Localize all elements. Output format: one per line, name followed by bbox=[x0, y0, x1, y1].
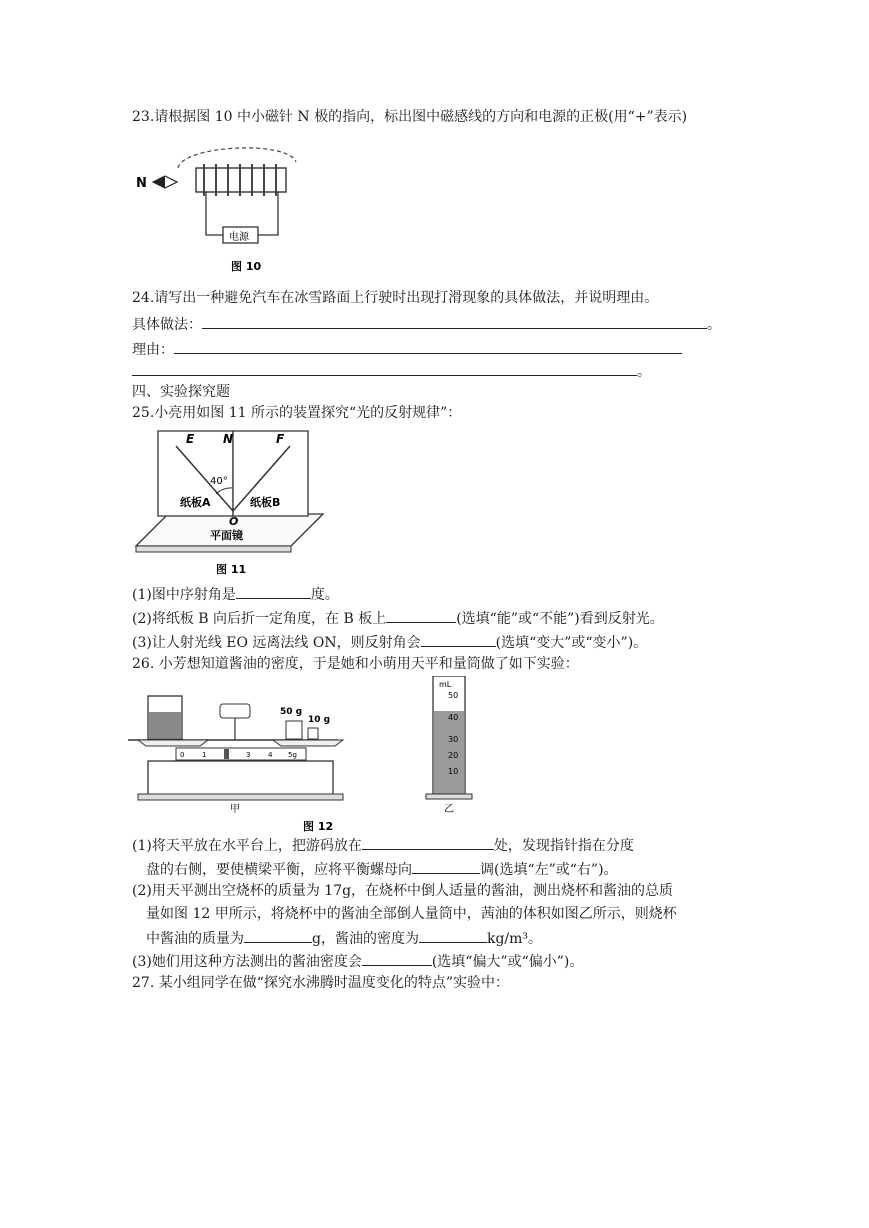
weight-10g-label: 10 g bbox=[308, 715, 331, 725]
q23-text: 23.请根据图 10 中小磁针 N 极的指向，标出图中磁感线的方向和电源的正极(用“+”表示) bbox=[132, 109, 688, 125]
figure-10-caption: 图 10 bbox=[231, 260, 262, 273]
label-o: O bbox=[229, 515, 239, 528]
field-line-dashed bbox=[178, 148, 296, 168]
q26-p1-answer-blank-1[interactable] bbox=[362, 835, 494, 850]
q24-method-end: 。 bbox=[707, 317, 721, 333]
q26-part-2-line-1: (2)用天平测出空烧杯的质量为 17g，在烧杯中倒人适量的酱油，测出烧杯和酱油的总质 bbox=[132, 883, 674, 899]
q26-p3-answer-blank[interactable] bbox=[362, 951, 432, 966]
pointer-dial bbox=[220, 704, 250, 718]
q25-p3-answer-blank[interactable] bbox=[421, 632, 496, 647]
q26-part-3 bbox=[132, 951, 583, 971]
q26-part-2-line-2: 量如图 12 甲所示，将烧杯中的酱油全部倒人量筒中，茜油的体积如图乙所示，则烧杯 bbox=[146, 906, 677, 922]
left-pan bbox=[138, 740, 208, 746]
compass-needle-n-pole bbox=[153, 176, 165, 188]
q24-reason-answer-blank-1[interactable] bbox=[174, 339, 682, 354]
q25-part-3 bbox=[132, 632, 647, 652]
q26-p2-answer-blank-1[interactable] bbox=[244, 928, 312, 943]
cylinder-unit: mL bbox=[439, 680, 452, 689]
q26-p2-text-d: g，酱油的密度为 bbox=[312, 931, 419, 947]
weight-10g bbox=[308, 728, 318, 739]
figure-12-caption: 图 12 bbox=[303, 820, 334, 833]
label-board-a: 纸板A bbox=[180, 496, 211, 509]
q25-part-1 bbox=[132, 584, 339, 604]
cylinder-base bbox=[426, 794, 472, 799]
weight-50g bbox=[286, 721, 302, 739]
q26-part-1-line-1 bbox=[132, 835, 634, 855]
q24-reason-line bbox=[132, 339, 682, 359]
scale-tick-4: 4 bbox=[268, 751, 273, 759]
coil-windings bbox=[204, 164, 276, 196]
q24-method-answer-blank[interactable] bbox=[202, 314, 707, 329]
q25-p1-text-a: (1)图中序射角是 bbox=[132, 587, 236, 603]
label-e: E bbox=[186, 432, 195, 446]
label-f: F bbox=[276, 432, 285, 446]
q25-text: 25.小亮用如图 11 所示的装置探究“光的反射规律”： bbox=[132, 405, 462, 421]
q24-method-line bbox=[132, 314, 721, 334]
cylinder-tick-30: 30 bbox=[448, 735, 459, 744]
q25-p2-answer-blank[interactable] bbox=[386, 608, 456, 623]
cylinder-tick-50: 50 bbox=[448, 691, 459, 700]
solenoid-core bbox=[196, 168, 286, 192]
q26-p2-text-c: 中酱油的质量为 bbox=[146, 931, 244, 947]
cylinder-tick-10: 10 bbox=[448, 767, 459, 776]
q24-reason-end: 。 bbox=[637, 364, 651, 380]
q26-p1-answer-blank-2[interactable] bbox=[412, 859, 480, 874]
q26-p1-text-c: 盘的右侧，要使横梁平衡，应将平衡螺母向 bbox=[146, 862, 412, 878]
q26-part-1-line-2 bbox=[146, 859, 618, 879]
q25-p3-text-b: (选填“变大”或“变小”)。 bbox=[495, 635, 648, 651]
q26-p1-text-b: 处，发现指针指在分度 bbox=[493, 838, 634, 854]
scale-tick-0: 0 bbox=[180, 751, 185, 759]
label-board-b: 纸板B bbox=[250, 496, 281, 509]
figure-10 bbox=[128, 140, 328, 278]
scale-tick-5: 5g bbox=[288, 751, 297, 759]
q24-reason-label: 理由： bbox=[132, 342, 174, 358]
balance-foot bbox=[138, 794, 343, 800]
q26-p1-text-a: (1)将天平放在水平台上，把游码放在 bbox=[132, 838, 362, 854]
weight-50g-label: 50 g bbox=[280, 707, 303, 717]
needle-n-label: N bbox=[136, 176, 147, 191]
cylinder-tick-40: 40 bbox=[448, 713, 459, 722]
label-angle: 40° bbox=[210, 476, 228, 487]
balance-base bbox=[148, 761, 333, 796]
figure-11 bbox=[128, 426, 330, 581]
q26-part-2-line-3 bbox=[146, 928, 542, 948]
section-4-title: 四、实验探究题 bbox=[132, 384, 230, 400]
q26-p3-text-a: (3)她们用这种方法测出的酱油密度会 bbox=[132, 954, 362, 970]
q25-p1-text-b: 度。 bbox=[310, 587, 339, 603]
power-supply-label: 电源 bbox=[229, 232, 249, 243]
mirror-edge bbox=[136, 546, 291, 552]
label-jia: 甲 bbox=[230, 804, 240, 815]
q26-p2-text-e: kg/m³。 bbox=[486, 931, 543, 947]
cylinder-tick-20: 20 bbox=[448, 751, 459, 760]
q24-reason-line-2 bbox=[132, 361, 651, 381]
q24-method-label: 具体做法： bbox=[132, 317, 202, 333]
q26-p1-text-d: 调(选填“左”或“右”)。 bbox=[480, 862, 618, 878]
scale-tick-1: 1 bbox=[202, 751, 207, 759]
q26-text: 26. 小芳想知道酱油的密度，于是她和小萌用天平和量筒做了如下实验： bbox=[132, 656, 579, 672]
label-mirror: 平面镜 bbox=[210, 529, 243, 542]
q25-part-2 bbox=[132, 608, 664, 628]
right-pan bbox=[273, 740, 343, 746]
q24-reason-answer-blank-2[interactable] bbox=[132, 361, 637, 376]
balance-beam-scale bbox=[176, 748, 306, 760]
q25-p2-text-a: (2)将纸板 B 向后折一定角度，在 B 板上 bbox=[132, 611, 387, 627]
q27-text: 27. 某小组同学在做“探究水沸腾时温度变化的特点”实验中： bbox=[132, 975, 510, 991]
rider bbox=[224, 749, 229, 759]
q24-text: 24.请写出一种避免汽车在冰雪路面上行驶时出现打滑现象的具体做法，并说明理由。 bbox=[132, 290, 659, 306]
q26-p3-text-b: (选填“偏大”或“偏小”)。 bbox=[431, 954, 584, 970]
scale-tick-3: 3 bbox=[246, 751, 251, 759]
soy-sauce-in-beaker bbox=[149, 712, 181, 738]
q25-p3-text-a: (3)让人射光线 EO 远离法线 ON，则反射角会 bbox=[132, 635, 421, 651]
q26-p2-answer-blank-2[interactable] bbox=[419, 928, 487, 943]
label-yi: 乙 bbox=[444, 804, 454, 815]
q25-p2-text-b: (选填“能”或“不能”)看到反射光。 bbox=[456, 611, 664, 627]
figure-12 bbox=[128, 676, 498, 834]
figure-11-caption: 图 11 bbox=[216, 563, 247, 576]
label-n: N bbox=[223, 432, 234, 446]
q25-p1-answer-blank[interactable] bbox=[236, 584, 311, 599]
